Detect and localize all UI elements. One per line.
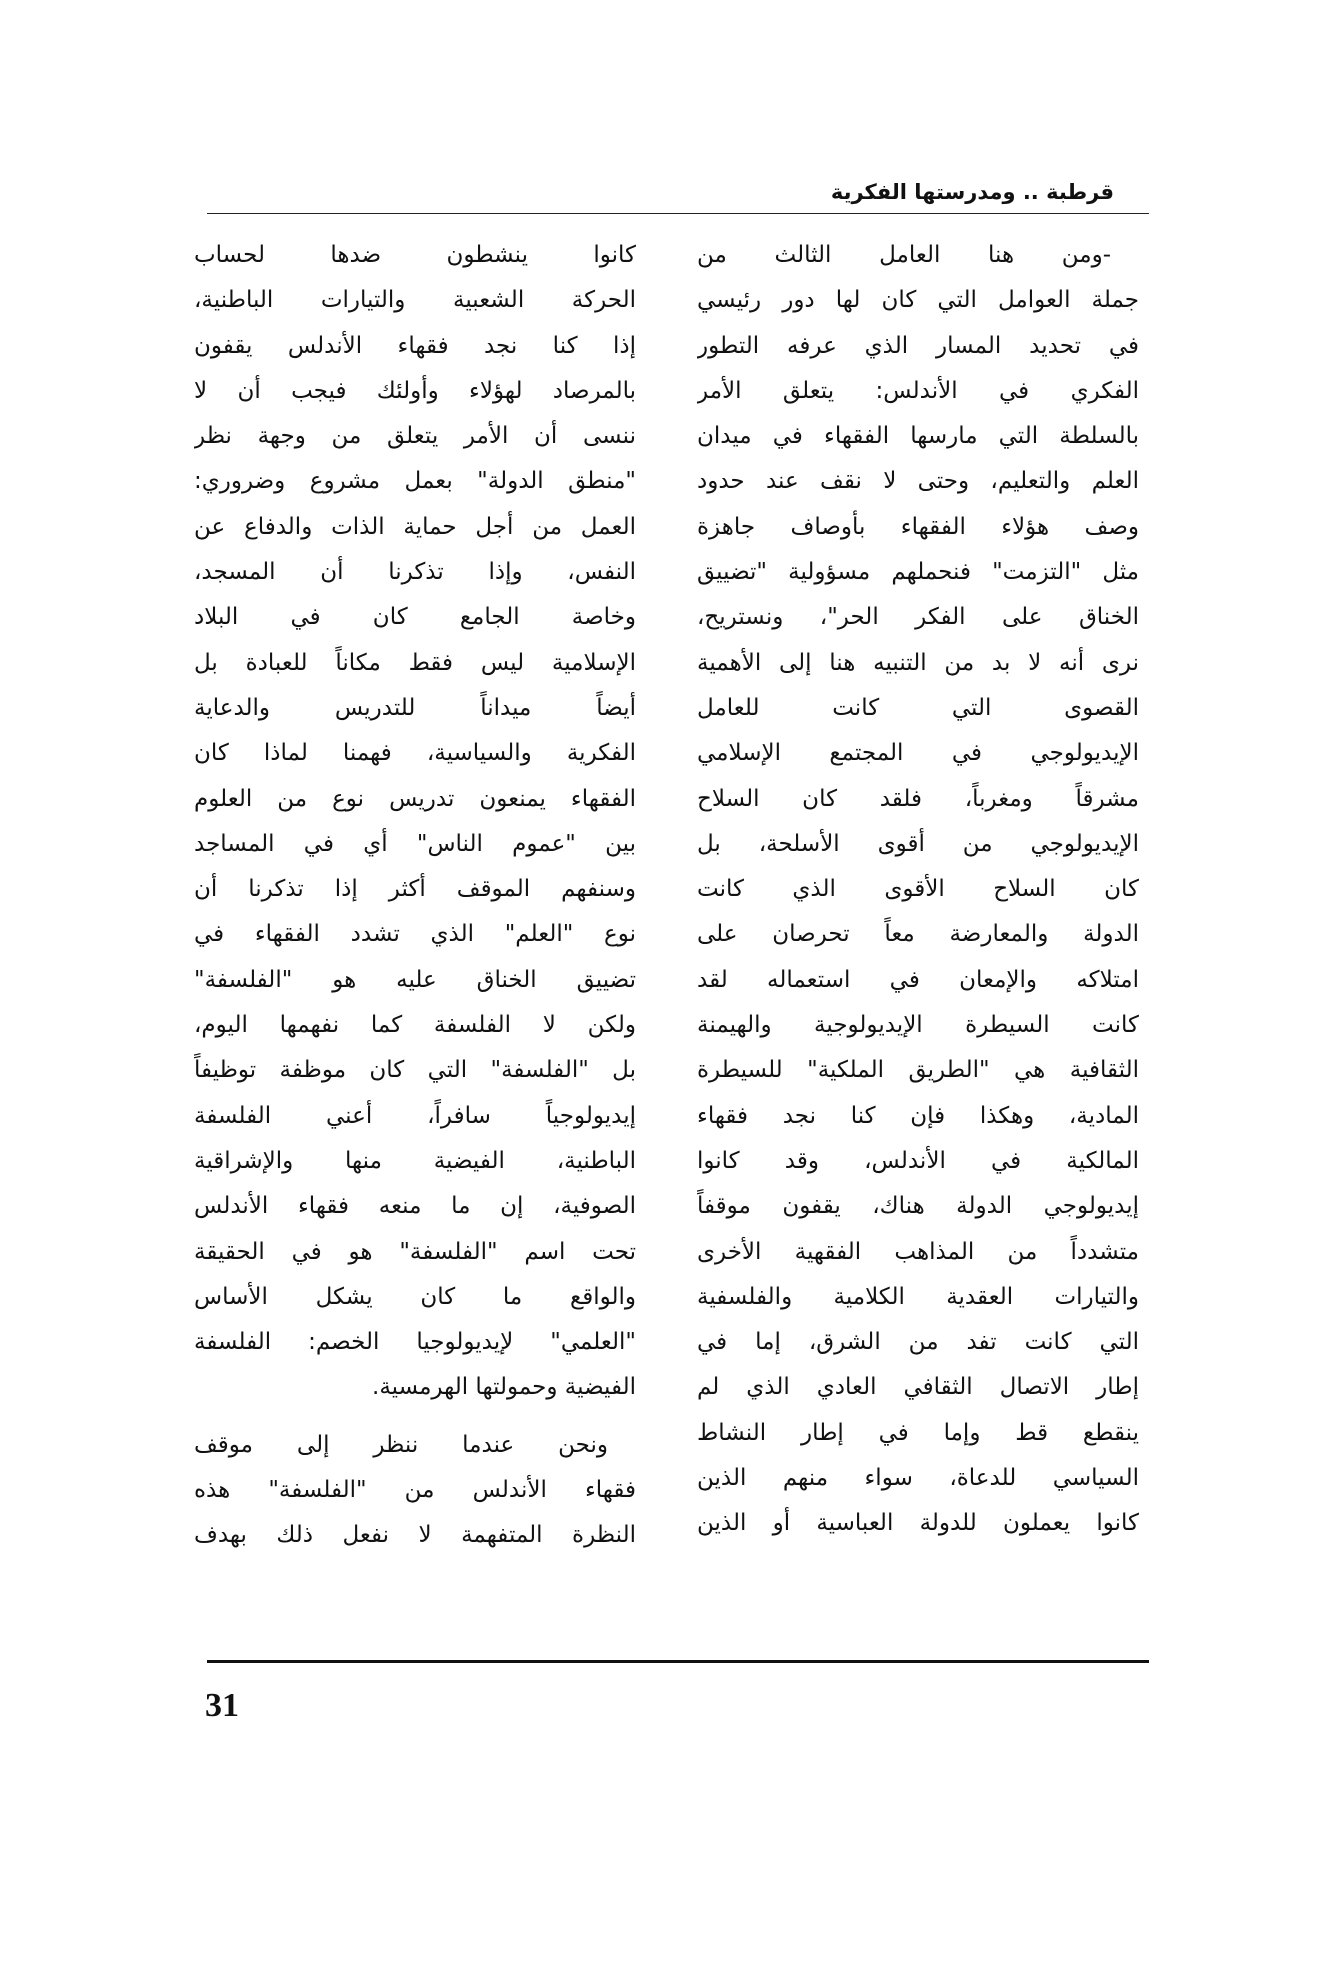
text-line: جملة العوامل التي كان لها دور رئيسي xyxy=(697,287,1139,314)
text-line: الفقهاء يمنعون تدريس نوع من العلوم xyxy=(194,785,636,812)
text-line: ونحن عندما ننظر إلى موقف xyxy=(194,1431,608,1458)
header-rule xyxy=(207,213,1149,214)
text-line: الفكري في الأندلس: يتعلق الأمر xyxy=(697,377,1139,404)
text-line: والتيارات العقدية الكلامية والفلسفية xyxy=(697,1283,1139,1310)
text-line: المالكية في الأندلس، وقد كانوا xyxy=(697,1147,1139,1174)
text-line: الفكرية والسياسية، فهمنا لماذا كان xyxy=(194,740,636,767)
text-line: امتلاكه والإمعان في استعماله لقد xyxy=(697,966,1139,993)
text-line: بل "الفلسفة" التي كان موظفة توظيفاً xyxy=(194,1057,636,1084)
text-line: الدولة والمعارضة معاً تحرصان على xyxy=(697,921,1139,948)
text-line: إيديولوجياً سافراً، أعني الفلسفة xyxy=(194,1102,636,1129)
text-line: النفس، وإذا تذكرنا أن المسجد، xyxy=(194,559,636,586)
text-line: فقهاء الأندلس من "الفلسفة" هذه xyxy=(194,1477,636,1504)
text-line: إيديولوجي الدولة هناك، يقفون موقفاً xyxy=(697,1193,1139,1220)
text-line: "العلمي" لإيديولوجيا الخصم: الفلسفة xyxy=(194,1329,636,1356)
text-line: الصوفية، إن ما منعه فقهاء الأندلس xyxy=(194,1193,636,1220)
text-line: وصف هؤلاء الفقهاء بأوصاف جاهزة xyxy=(697,513,1139,540)
text-line: الثقافية هي "الطريق الملكية" للسيطرة xyxy=(697,1057,1139,1084)
running-header: قرطبة .. ومدرستها الفكرية xyxy=(830,180,1114,204)
text-line: تحت اسم "الفلسفة" هو في الحقيقة xyxy=(194,1238,636,1265)
text-line: كانت السيطرة الإيديولوجية والهيمنة xyxy=(697,1012,1139,1039)
text-line: الباطنية، الفيضية منها والإشراقية xyxy=(194,1147,636,1174)
text-line: متشدداً من المذاهب الفقهية الأخرى xyxy=(697,1238,1139,1265)
text-line: كان السلاح الأقوى الذي كانت xyxy=(697,876,1139,903)
text-line: نرى أنه لا بد من التنبيه هنا إلى الأهمية xyxy=(697,649,1139,676)
footer-rule xyxy=(207,1660,1149,1663)
text-line: ولكن لا الفلسفة كما نفهمها اليوم، xyxy=(194,1012,636,1039)
text-line: الإسلامية ليس فقط مكاناً للعبادة بل xyxy=(194,649,636,676)
text-line: تضييق الخناق عليه هو "الفلسفة" xyxy=(194,966,636,993)
text-line: بالسلطة التي مارسها الفقهاء في ميدان xyxy=(697,423,1139,450)
text-line: الإيديولوجي من أقوى الأسلحة، بل xyxy=(697,830,1139,857)
text-line: الفيضية وحمولتها الهرمسية. xyxy=(372,1374,636,1401)
text-line: نوع "العلم" الذي تشدد الفقهاء في xyxy=(194,921,636,948)
text-line: إذا كنا نجد فقهاء الأندلس يقفون xyxy=(194,332,636,359)
text-line: النظرة المتفهمة لا نفعل ذلك بهدف xyxy=(194,1522,636,1549)
text-line: الحركة الشعبية والتيارات الباطنية، xyxy=(194,287,636,314)
text-line: التي كانت تفد من الشرق، إما في xyxy=(697,1329,1139,1356)
left-column xyxy=(194,233,636,1559)
text-line: كانوا يعملون للدولة العباسية أو الذين xyxy=(697,1510,1139,1537)
text-line: العمل من أجل حماية الذات والدفاع عن xyxy=(194,513,636,540)
text-line: مثل "التزمت" فنحملهم مسؤولية "تضييق xyxy=(697,559,1139,586)
text-line: ينقطع قط وإما في إطار النشاط xyxy=(697,1419,1139,1446)
text-line: العلم والتعليم، وحتى لا نقف عند حدود xyxy=(697,468,1139,495)
text-line: المادية، وهكذا فإن كنا نجد فقهاء xyxy=(697,1102,1139,1129)
page-number: 31 xyxy=(205,1687,239,1724)
text-line: مشرقاً ومغرباً، فلقد كان السلاح xyxy=(697,785,1139,812)
text-line: وخاصة الجامع كان في البلاد xyxy=(194,604,636,631)
text-line: القصوى التي كانت للعامل xyxy=(697,694,1139,721)
text-line: الخناق على الفكر الحر"، ونستريح، xyxy=(697,604,1139,631)
text-line: بالمرصاد لهؤلاء وأولئك فيجب أن لا xyxy=(194,377,636,404)
right-column xyxy=(697,233,1139,1547)
text-line: الإيديولوجي في المجتمع الإسلامي xyxy=(697,740,1139,767)
text-line: ننسى أن الأمر يتعلق من وجهة نظر xyxy=(194,423,636,450)
text-line: في تحديد المسار الذي عرفه التطور xyxy=(697,332,1139,359)
text-line: بين "عموم الناس" أي في المساجد xyxy=(194,830,636,857)
text-line: وسنفهم الموقف أكثر إذا تذكرنا أن xyxy=(194,876,636,903)
text-line: السياسي للدعاة، سواء منهم الذين xyxy=(697,1465,1139,1492)
text-line: إطار الاتصال الثقافي العادي الذي لم xyxy=(697,1374,1139,1401)
text-line: والواقع ما كان يشكل الأساس xyxy=(194,1283,636,1310)
text-line: "منطق الدولة" بعمل مشروع وضروري: xyxy=(194,468,636,495)
text-line: -ومن هنا العامل الثالث من xyxy=(697,242,1111,268)
text-line: كانوا ينشطون ضدها لحساب xyxy=(194,242,636,268)
paragraph-gap xyxy=(194,1411,636,1423)
text-line: أيضاً ميداناً للتدريس والدعاية xyxy=(194,694,636,721)
